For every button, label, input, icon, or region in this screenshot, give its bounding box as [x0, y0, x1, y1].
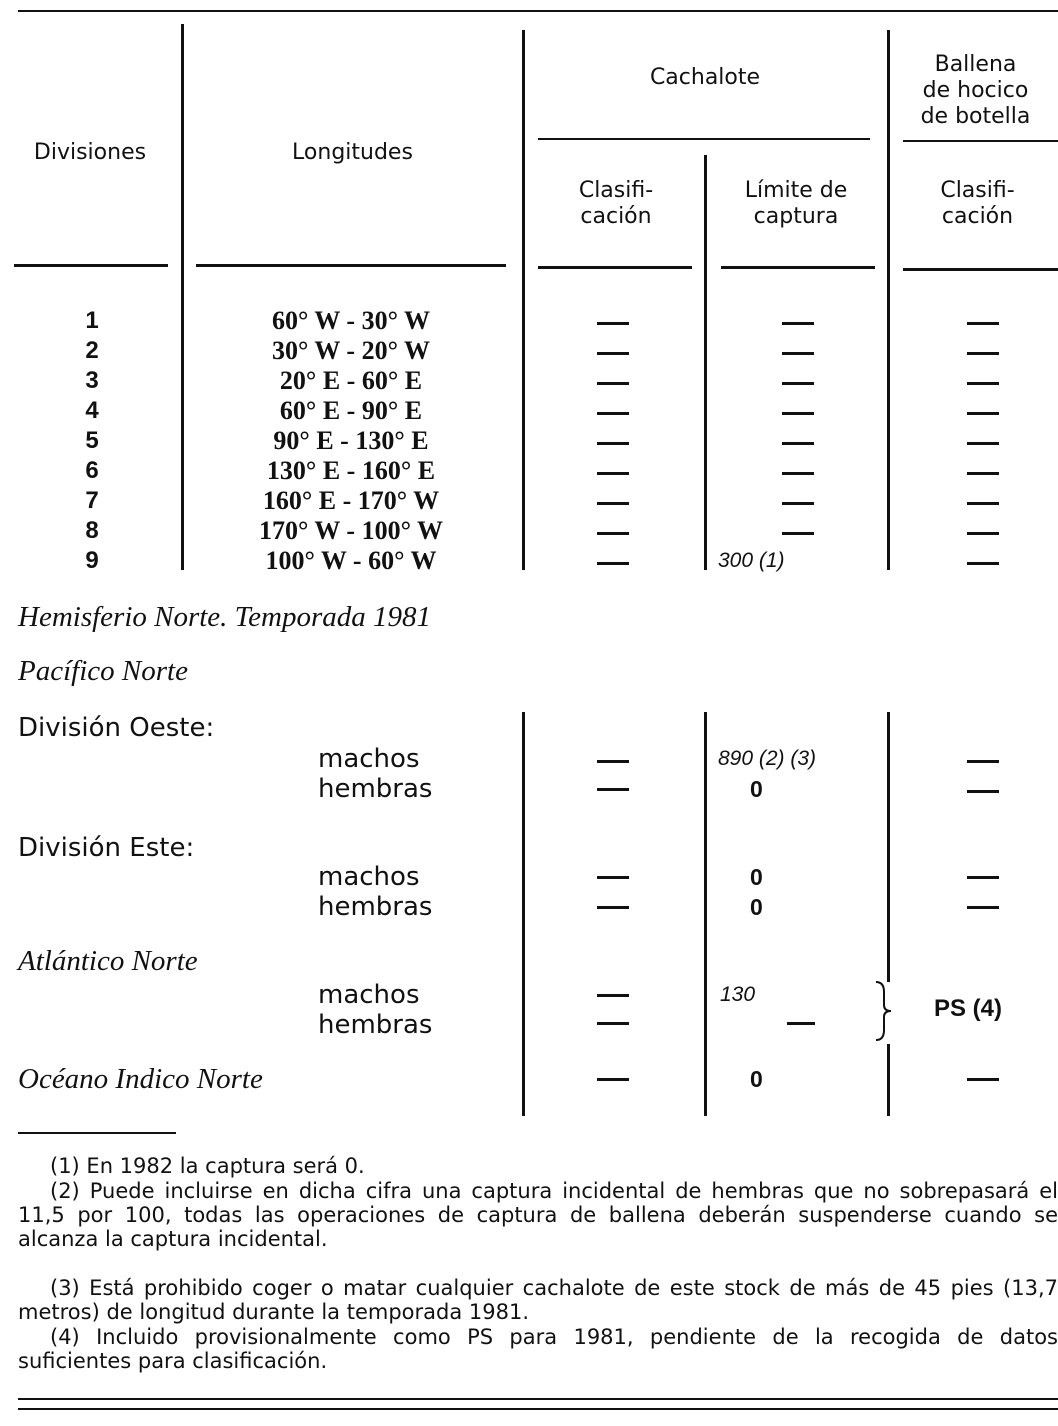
- atlantico-machos-limite: 130: [720, 983, 756, 1006]
- header-ballena-line-1: Ballena: [934, 52, 1017, 77]
- table-row: [0, 336, 1058, 366]
- este-hembras-limite: 0: [750, 894, 763, 920]
- este-machos-label: machos: [318, 862, 420, 892]
- oeste-label: División Oeste:: [18, 713, 215, 743]
- footnote-1: (1) En 1982 la captura será 0.: [50, 1154, 365, 1178]
- este-machos-clasificacion: [597, 876, 629, 879]
- oeste-machos-ballena: [967, 760, 999, 763]
- division-number: 7: [85, 487, 99, 514]
- header-limite-line-2: captura: [753, 204, 839, 229]
- footnote-4: (4) Incluido provisionalmente como PS para 1981, pendiente de la recogida de datos suficientes para clasificación.: [18, 1325, 1058, 1373]
- header-clasificacion-ballena-line-2: cación: [941, 204, 1014, 229]
- oeste-hembras-clasificacion: [597, 788, 629, 791]
- este-hembras-ballena: [967, 906, 999, 909]
- limite-captura-dash: [782, 322, 814, 325]
- longitude-range: 90° E - 130° E: [273, 426, 429, 455]
- header-bottom-rule-5: [903, 268, 1058, 271]
- division-number: 9: [85, 547, 99, 574]
- clasificacion-ballena-dash: [967, 502, 999, 505]
- atlantico-machos-label: machos: [318, 980, 420, 1010]
- table-row: [0, 516, 1058, 546]
- clasificacion-ballena-dash: [967, 412, 999, 415]
- header-ballena: [893, 52, 1058, 130]
- longitude-range: 20° E - 60° E: [279, 366, 423, 395]
- longitude-range: 130° E - 160° E: [266, 456, 436, 485]
- longitude-range: 100° W - 60° W: [265, 546, 437, 575]
- division-number: 6: [85, 457, 99, 484]
- oeste-hembras-label: hembras: [318, 774, 433, 804]
- longitude-range: 170° W - 100° W: [258, 516, 444, 545]
- atlantico-hembras-label: hembras: [318, 1010, 433, 1040]
- clasificacion-cachalote-dash: [597, 352, 629, 355]
- northern-title: Hemisferio Norte. Temporada 1981: [18, 601, 431, 633]
- table-row: [0, 366, 1058, 396]
- atlantico-hembras-clasificacion: [597, 1022, 629, 1025]
- table-row: [0, 396, 1058, 426]
- longitude-range: 60° W - 30° W: [271, 306, 431, 335]
- indico-label: Océano Indico Norte: [18, 1063, 263, 1095]
- indico-row: [0, 1064, 1058, 1094]
- header-limite-line-1: Límite de: [744, 178, 848, 203]
- clasificacion-cachalote-dash: [597, 532, 629, 535]
- pacific-title: Pacífico Norte: [18, 655, 188, 687]
- header-longitudes: Longitudes: [292, 140, 413, 165]
- este-machos-limite: 0: [750, 864, 763, 890]
- este-machos-row: [0, 862, 1058, 892]
- limite-captura-dash: [782, 382, 814, 385]
- clasificacion-cachalote-dash: [597, 502, 629, 505]
- header-clasificacion-line-1: Clasifi-: [578, 178, 654, 203]
- division-number: 1: [85, 307, 99, 334]
- limite-captura-dash: [782, 352, 814, 355]
- este-hembras-row: [0, 892, 1058, 922]
- clasificacion-cachalote-dash: [597, 442, 629, 445]
- atlantico-hembras-row: [0, 1010, 1058, 1040]
- header-clasificacion-ballena-line-1: Clasifi-: [940, 178, 1015, 203]
- atlantico-machos-row: [0, 980, 1058, 1010]
- table-row: [0, 546, 1058, 576]
- limite-captura-dash: [782, 412, 814, 415]
- header-clasificacion-line-2: cación: [580, 204, 652, 229]
- clasificacion-cachalote-dash: [597, 322, 629, 325]
- header-cachalote: Cachalote: [649, 65, 761, 90]
- division-number: 8: [85, 517, 99, 544]
- table-row: [0, 306, 1058, 336]
- oeste-machos-label: machos: [318, 744, 420, 774]
- atlantico-brace: [872, 980, 894, 1042]
- oeste-hembras-ballena: [967, 790, 999, 793]
- division-number: 4: [85, 397, 99, 424]
- header-clasificacion-cachalote: [532, 178, 700, 230]
- header-divisiones: Divisiones: [33, 140, 147, 165]
- clasificacion-ballena-dash: [967, 352, 999, 355]
- table-row: [0, 456, 1058, 486]
- longitude-range: 60° E - 90° E: [279, 396, 423, 425]
- este-hembras-label: hembras: [318, 892, 433, 922]
- clasificacion-ballena-dash: [967, 562, 999, 565]
- clasificacion-cachalote-dash: [597, 472, 629, 475]
- indico-clasificacion: [597, 1078, 629, 1081]
- este-hembras-clasificacion: [597, 906, 629, 909]
- header-ballena-line-3: de botella: [920, 104, 1031, 129]
- clasificacion-ballena-dash: [967, 472, 999, 475]
- limite-captura-dash: [782, 502, 814, 505]
- table-row: [0, 426, 1058, 456]
- clasificacion-cachalote-dash: [597, 562, 629, 565]
- limite-captura-dash: [782, 532, 814, 535]
- cachalote-subrule: [538, 138, 870, 140]
- header-clasificacion-ballena: [895, 178, 1058, 230]
- division-number: 3: [85, 367, 99, 394]
- oeste-hembras-row: [0, 774, 1058, 804]
- division-number: 5: [85, 427, 99, 454]
- clasificacion-cachalote-dash: [597, 412, 629, 415]
- clasificacion-cachalote-dash: [597, 382, 629, 385]
- header-limite: [710, 178, 882, 230]
- indico-ballena: [967, 1078, 999, 1081]
- footnote-rule: [18, 1132, 176, 1134]
- limite-captura-dash: [782, 442, 814, 445]
- header-bottom-rule-1: [14, 264, 168, 267]
- table-row: [0, 486, 1058, 516]
- bottom-rule-2: [18, 1408, 1058, 1410]
- atlantico-hembras-limite: [787, 1022, 815, 1025]
- clasificacion-ballena-dash: [967, 322, 999, 325]
- este-machos-ballena: [967, 876, 999, 879]
- indico-limite: 0: [750, 1066, 763, 1092]
- oeste-hembras-limite: 0: [750, 776, 763, 802]
- footnote-3: (3) Está prohibido coger o matar cualquier cachalote de este stock de más de 45 pies (13,7 metros) de longitud durante la temporada 1981.: [18, 1276, 1058, 1324]
- header-ballena-line-2: de hocico: [922, 78, 1029, 103]
- atlantico-ballena: PS (4): [934, 995, 1003, 1022]
- header-bottom-rule-2: [196, 264, 506, 267]
- oeste-machos-clasificacion: [597, 760, 629, 763]
- division-number: 2: [85, 337, 99, 364]
- header-bottom-rule-4: [721, 266, 875, 269]
- top-rule: [18, 10, 1058, 12]
- clasificacion-ballena-dash: [967, 532, 999, 535]
- header-bottom-rule-3: [538, 266, 692, 269]
- limite-captura-value: 300 (1): [718, 549, 785, 572]
- longitude-range: 30° W - 20° W: [271, 336, 431, 365]
- atlantico-machos-clasificacion: [597, 994, 629, 997]
- longitude-range: 160° E - 170° W: [262, 486, 440, 515]
- footnote-2: (2) Puede incluirse en dicha cifra una captura incidental de hembras que no sobrepasará el 11,5 por 100, todas las operaciones de captura de ballena deberán suspenderse cuando se alcanza la captura incidental.: [18, 1179, 1058, 1251]
- ballena-subrule: [903, 140, 1058, 142]
- clasificacion-ballena-dash: [967, 442, 999, 445]
- clasificacion-ballena-dash: [967, 382, 999, 385]
- oeste-machos-limite: 890 (2) (3): [718, 747, 817, 770]
- atlantico-label: Atlántico Norte: [18, 945, 198, 977]
- oeste-machos-row: [0, 744, 1058, 774]
- este-label: División Este:: [18, 833, 195, 863]
- limite-captura-dash: [782, 472, 814, 475]
- bottom-rule-1: [18, 1398, 1058, 1400]
